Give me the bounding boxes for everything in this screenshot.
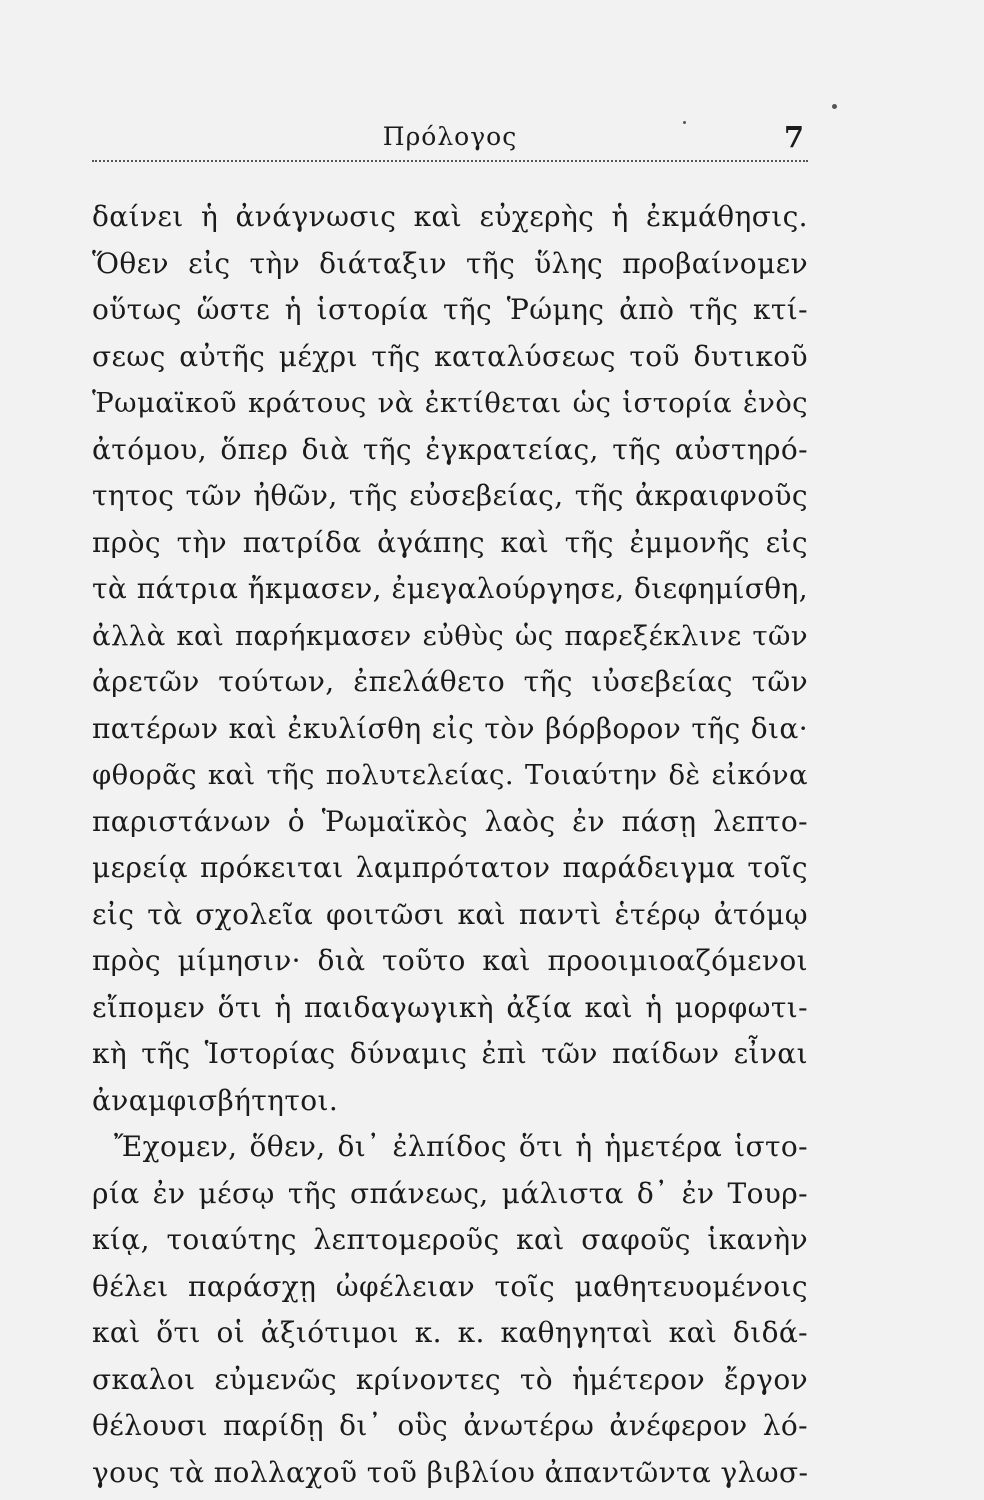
text-line: ἀλλὰ καὶ παρήκμασεν εὐθὺς ὡς παρεξέκλινε τῶν: [92, 619, 808, 652]
text-line: σκαλοι εὐμενῶς κρίνοντες τὸ ἡμέτερον ἔργον: [92, 1362, 808, 1396]
text-line: σεως αὐτῆς μέχρι τῆς καταλύσεως τοῦ δυτικοῦ: [92, 339, 808, 373]
text-line: θέλει παράσχῃ ὠφέλειαν τοῖς μαθητευομένοις: [92, 1269, 808, 1303]
text-line: δαίνει ἡ ἀνάγνωσις καὶ εὐχερὴς ἡ ἐκμάθησις.: [92, 200, 808, 233]
text-line-paragraph-start: Ἔχομεν, ὅθεν, δι᾽ ἐλπίδος ὅτι ἡ ἡμετέρα ἱστο-: [114, 1130, 808, 1163]
header-dotted-rule: [92, 160, 808, 162]
text-line: πατέρων καὶ ἐκυλίσθη εἰς τὸν βόρβορον τῆς δια·: [92, 711, 808, 745]
text-line: Ῥωμαϊκοῦ κράτους νὰ ἐκτίθεται ὡς ἱστορία ἑνὸς: [92, 387, 808, 419]
body-text: [92, 194, 808, 1496]
text-line: μερείᾳ πρόκειται λαμπρότατον παράδειγμα τοῖς: [92, 851, 808, 884]
text-line: Ὅθεν εἰς τὴν διάταξιν τῆς ὕλης προβαίνομεν: [92, 246, 808, 280]
text-line: παριστάνων ὁ Ῥωμαϊκὸς λαὸς ἐν πάσῃ λεπτο-: [92, 804, 808, 838]
text-line: γους τὰ πολλαχοῦ τοῦ βιβλίου ἀπαντῶντα γλωσ-: [92, 1455, 809, 1489]
paper-speck: [683, 121, 686, 124]
text-line: κίᾳ, τοιαύτης λεπτομεροῦς καὶ σαφοῦς ἱκανὴν: [92, 1223, 808, 1256]
text-line: ἀτόμου, ὅπερ διὰ τῆς ἐγκρατείας, τῆς αὐστηρό-: [92, 432, 808, 466]
text-line: φθορᾶς καὶ τῆς πολυτελείας. Τοιαύτην δὲ εἰκόνα: [92, 759, 808, 791]
running-title: Πρόλογος: [382, 122, 518, 151]
text-line: οὕτως ὥστε ἡ ἱστορία τῆς Ῥώμης ἀπὸ τῆς κτί-: [92, 293, 808, 326]
text-line: εἴπομεν ὅτι ἡ παιδαγωγικὴ ἀξία καὶ ἡ μορφωτι-: [92, 990, 808, 1024]
text-line: ρία ἐν μέσῳ τῆς σπάνεως, μάλιστα δ᾽ ἐν Τουρ-: [92, 1176, 808, 1210]
page-header: [92, 118, 808, 158]
text-line: τητος τῶν ἠθῶν, τῆς εὐσεβείας, τῆς ἀκραιφνοῦς: [92, 479, 808, 512]
text-line: καὶ ὅτι οἱ ἀξιότιμοι κ. κ. καθηγηταὶ καὶ διδά-: [92, 1316, 808, 1349]
text-line: ἀρετῶν τούτων, ἐπελάθετο τῆς ιὐσεβείας τῶν: [92, 665, 808, 698]
text-line: τὰ πάτρια ἤκμασεν, ἐμεγαλούργησε, διεφημίσθη,: [92, 572, 808, 605]
text-line: κὴ τῆς Ἱστορίας δύναμις ἐπὶ τῶν παίδων εἶναι: [92, 1037, 808, 1070]
text-line-paragraph-end: ἀναμφισβήτητοι.: [92, 1083, 339, 1117]
text-line: πρὸς τὴν πατρίδα ἀγάπης καὶ τῆς ἐμμονῆς εἰς: [92, 525, 808, 559]
text-line: εἰς τὰ σχολεῖα φοιτῶσι καὶ παντὶ ἑτέρῳ ἀτόμῳ: [92, 897, 808, 931]
text-line: θέλουσι παρίδῃ δι᾽ οὓς ἀνωτέρω ἀνέφερον λό-: [92, 1409, 808, 1442]
paper-speck: [832, 104, 837, 109]
text-line: πρὸς μίμησιν· διὰ τοῦτο καὶ προοιμιοαζόμενοι: [92, 944, 808, 977]
page-number: 7: [783, 120, 804, 154]
